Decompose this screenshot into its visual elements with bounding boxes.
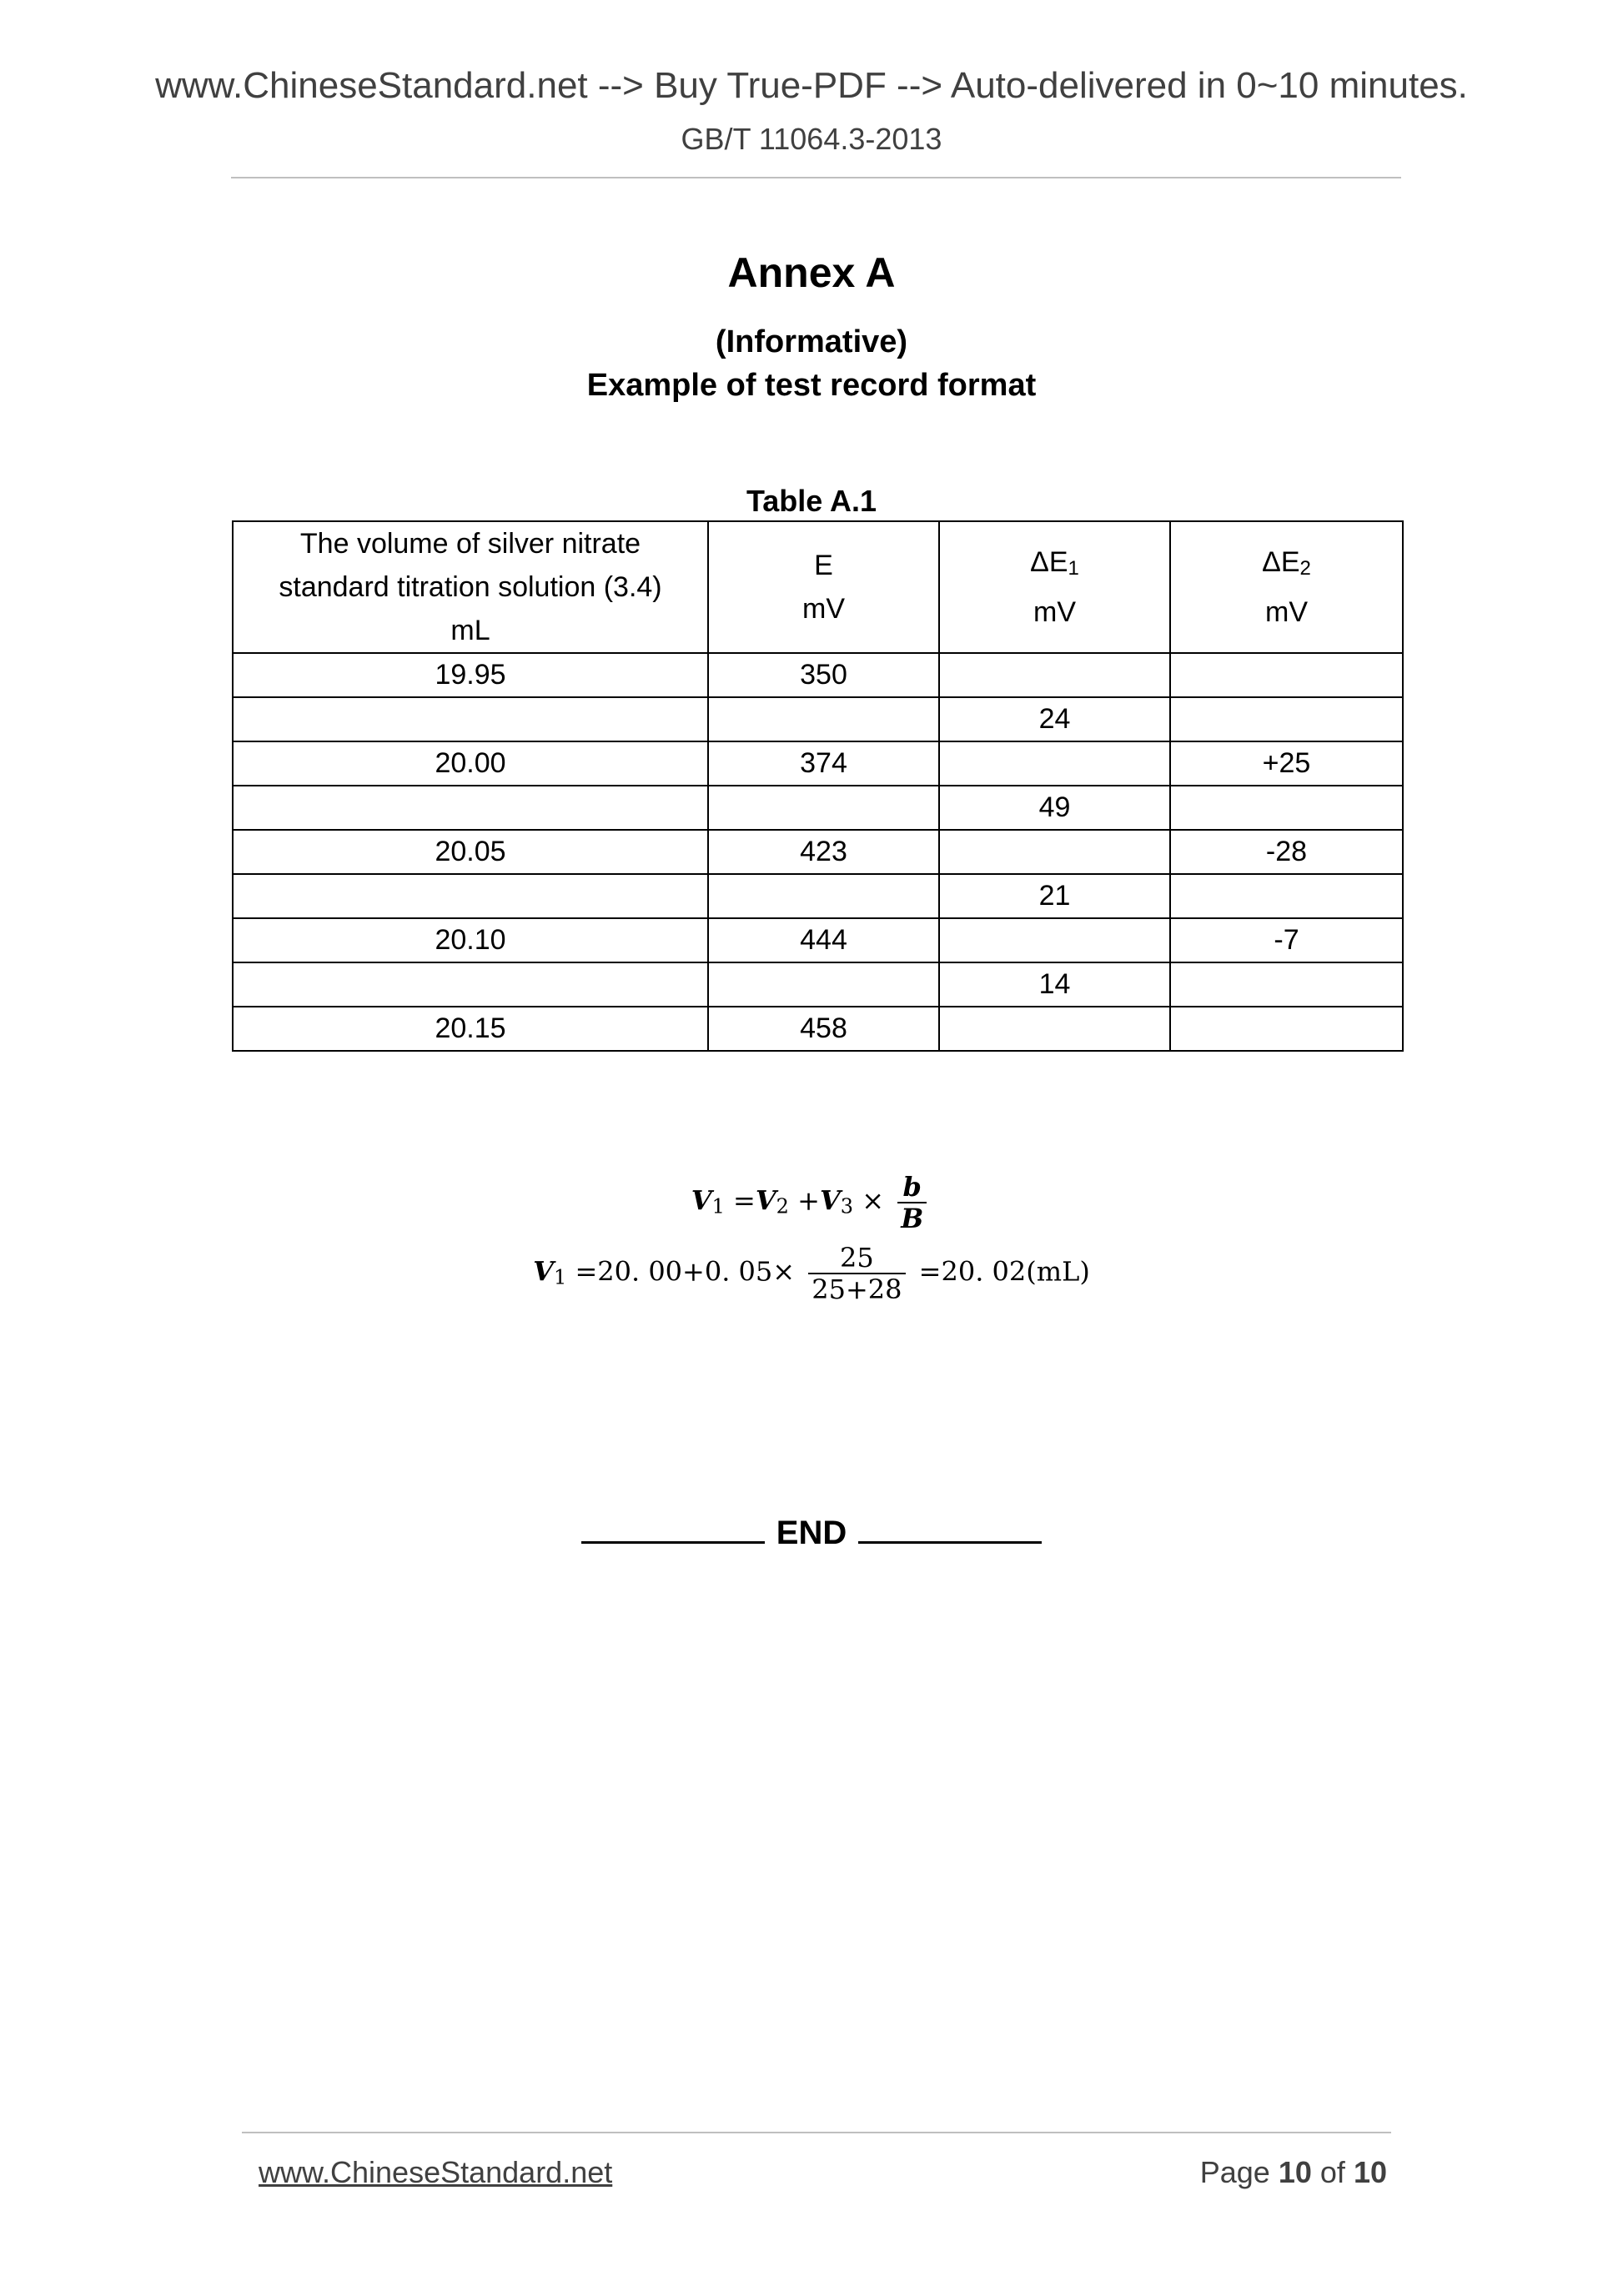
cell-delta-e2 <box>1170 697 1403 741</box>
cell-delta-e1: 49 <box>939 786 1170 830</box>
header-e-symbol: E <box>814 550 833 581</box>
cell-delta-e1 <box>939 830 1170 874</box>
document-number: GB/T 11064.3-2013 <box>681 122 942 156</box>
table-row <box>233 918 1403 962</box>
footer-divider <box>242 2132 1391 2133</box>
annex-title: Annex A <box>727 249 896 296</box>
formula-v1-sub: 1 <box>711 1194 725 1218</box>
header-delta-e1 <box>939 521 1170 653</box>
page-prefix: Page <box>1199 2155 1270 2189</box>
formula-plus: + <box>797 1184 820 1217</box>
example-denominator: 25+28 <box>812 1274 902 1305</box>
header-delta-e2-sub: 2 <box>1299 557 1311 580</box>
header-delta-e1-unit: mV <box>1033 596 1076 628</box>
formula-v1: V <box>691 1184 712 1217</box>
cell-volume: 20.15 <box>233 1007 708 1051</box>
cell-volume <box>233 962 708 1007</box>
cell-delta-e2 <box>1170 1007 1403 1051</box>
header-divider <box>231 177 1401 178</box>
test-record-table <box>232 520 1404 1052</box>
formula-equals: = <box>733 1184 756 1217</box>
cell-volume: 20.05 <box>233 830 708 874</box>
header-delta-e2-symbol <box>1171 540 1402 590</box>
formula-numerator: b <box>897 1172 927 1203</box>
example-numerator: 25 <box>808 1243 905 1274</box>
formula-v2: V <box>755 1184 776 1217</box>
table-caption: Table A.1 <box>746 484 877 518</box>
header-e <box>708 521 939 653</box>
formula-denominator: B <box>901 1203 924 1234</box>
cell-delta-e2 <box>1170 786 1403 830</box>
end-line-left <box>581 1511 765 1544</box>
cell-e: 374 <box>708 741 939 786</box>
cell-volume: 20.10 <box>233 918 708 962</box>
header-volume <box>233 521 708 653</box>
cell-delta-e2: -28 <box>1170 830 1403 874</box>
cell-delta-e1 <box>939 918 1170 962</box>
cell-volume <box>233 786 708 830</box>
cell-delta-e1: 14 <box>939 962 1170 1007</box>
page-of: of <box>1319 2155 1345 2189</box>
example-v1-sub: 1 <box>553 1265 567 1289</box>
cell-e <box>708 786 939 830</box>
cell-e <box>708 697 939 741</box>
cell-e: 350 <box>708 653 939 697</box>
annex-subtitle-block <box>0 320 1623 407</box>
cell-e: 423 <box>708 830 939 874</box>
cell-delta-e1 <box>939 653 1170 697</box>
example-fraction <box>808 1243 905 1304</box>
cell-delta-e2 <box>1170 962 1403 1007</box>
page-total: 10 <box>1353 2155 1387 2189</box>
header-delta-e2 <box>1170 521 1403 653</box>
header-e-unit: mV <box>802 593 845 625</box>
cell-volume <box>233 874 708 918</box>
end-marker <box>0 1511 1623 1552</box>
header-delta-e1-symbol <box>940 540 1169 590</box>
footer-website-link[interactable]: www.ChineseStandard.net <box>259 2155 613 2189</box>
page-indicator <box>1200 2155 1387 2190</box>
cell-delta-e1: 21 <box>939 874 1170 918</box>
annex-type: (Informative) <box>715 324 908 359</box>
cell-delta-e2 <box>1170 653 1403 697</box>
formula-v2-sub: 2 <box>776 1194 789 1218</box>
header-delta-e2-text: ΔE <box>1262 546 1300 578</box>
cell-e: 458 <box>708 1007 939 1051</box>
cell-volume: 20.00 <box>233 741 708 786</box>
end-text: END <box>776 1515 847 1551</box>
header-delta-e2-unit: mV <box>1265 596 1308 628</box>
formula-times: × <box>862 1184 885 1217</box>
table-row <box>233 741 1403 786</box>
cell-volume: 19.95 <box>233 653 708 697</box>
table-row <box>233 874 1403 918</box>
formula-v3: V <box>819 1184 841 1217</box>
annex-subtitle: Example of test record format <box>586 368 1037 403</box>
formula-fraction <box>897 1172 927 1233</box>
example-result: =20. 02(mL) <box>918 1255 1090 1288</box>
cell-delta-e2: +25 <box>1170 741 1403 786</box>
cell-delta-e2: -7 <box>1170 918 1403 962</box>
formula-v3-sub: 3 <box>840 1194 854 1218</box>
cell-e: 444 <box>708 918 939 962</box>
end-line-right <box>858 1511 1042 1544</box>
header-volume-line-2: standard titration solution (3.4) <box>279 571 662 603</box>
header-volume-unit: mL <box>450 615 490 646</box>
example-expression: =20. 00+0. 05× <box>575 1255 796 1288</box>
table-row <box>233 697 1403 741</box>
table-row <box>233 1007 1403 1051</box>
formula-general <box>0 1172 1623 1233</box>
header-delta-e1-text: ΔE <box>1030 546 1068 578</box>
cell-delta-e1 <box>939 741 1170 786</box>
cell-delta-e2 <box>1170 874 1403 918</box>
cell-e <box>708 962 939 1007</box>
table-row <box>233 830 1403 874</box>
cell-delta-e1 <box>939 1007 1170 1051</box>
table-row <box>233 786 1403 830</box>
example-v1: V <box>533 1255 554 1288</box>
table-row <box>233 653 1403 697</box>
header-volume-line-1: The volume of silver nitrate <box>299 528 641 560</box>
page-current: 10 <box>1278 2155 1312 2189</box>
cell-e <box>708 874 939 918</box>
header-banner: www.ChineseStandard.net --> Buy True-PDF --> Auto-delivered in 0~10 minutes. <box>155 65 1468 106</box>
table-row <box>233 962 1403 1007</box>
table-header-row <box>233 521 1403 653</box>
header-delta-e1-sub: 1 <box>1068 557 1079 580</box>
formula-worked-example <box>0 1243 1623 1304</box>
cell-volume <box>233 697 708 741</box>
cell-delta-e1: 24 <box>939 697 1170 741</box>
